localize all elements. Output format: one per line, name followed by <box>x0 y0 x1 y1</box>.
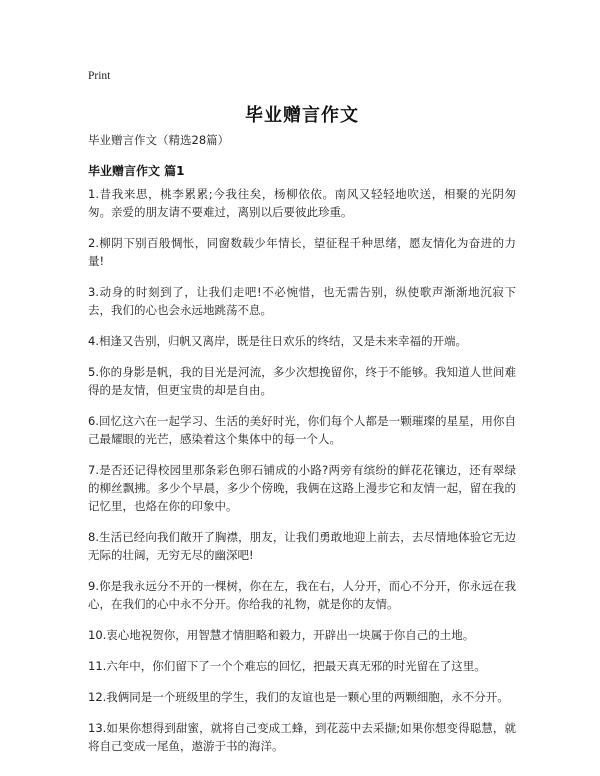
document-subtitle: 毕业赠言作文（精选28篇） <box>88 133 230 147</box>
paragraph-13: 13.如果你想得到甜蜜，就将自己变成工蜂，到花蕊中去采撷;如果你想变得聪慧，就将自己变成一尾鱼，遨游于书的海洋。 <box>88 721 516 753</box>
paragraph-list <box>88 185 516 768</box>
paragraph-12: 12.我俩同是一个班级里的学生，我们的友谊也是一颗心里的两颗细胞，永不分开。 <box>88 690 509 704</box>
paragraph-5: 5.你的身影是帆，我的目光是河流，多少次想挽留你，终于不能够。我知道人世间难得的是友情，但更宝贵的却是自由。 <box>88 365 516 397</box>
section-heading: 毕业赠言作文 篇1 <box>88 164 185 178</box>
paragraph-1: 1.昔我来思，桃李累累;今我往矣，杨柳依依。南风又轻轻地吹送，相聚的光阴匆匆。亲爱的朋友请不要难过，离别以后要彼此珍重。 <box>88 187 516 219</box>
page-title: 毕业赠言作文 <box>245 105 359 126</box>
paragraph-2: 2.柳阴下别百般惆怅，同窗数载少年情长，望征程千种思绪，愿友情化为奋进的力量! <box>88 236 516 268</box>
paragraph-10: 10.衷心地祝贺你，用智慧才情胆略和毅力，开辟出一块属于你自己的土地。 <box>88 628 475 642</box>
paragraph-8: 8.生活已经向我们敞开了胸襟，朋友，让我们勇敢地迎上前去，去尽情地体验它无边无际的壮阔，无穷无尽的幽深吧! <box>88 530 516 562</box>
paragraph-7: 7.是否还记得校园里那条彩色卵石铺成的小路?两旁有缤纷的鲜花花镶边，还有翠绿的柳丝飘拂。多少个早晨，多少个傍晚，我俩在这路上漫步它和友情一起，留在我的记忆里，也烙在你的印象中。 <box>88 463 516 513</box>
paragraph-6: 6.回忆这六在一起学习、生活的美好时光，你们每个人都是一颗璀璨的星星，用你自己最耀眼的光芒，感染着这个集体中的每一个人。 <box>88 414 516 446</box>
paragraph-4: 4.相逢又告别，归帆又离岸，既是往日欢乐的终结，又是未来幸福的开端。 <box>88 334 467 348</box>
print-link[interactable]: Print <box>88 70 111 82</box>
paragraph-9: 9.你是我永远分不开的一棵树，你在左，我在右，人分开，而心不分开，你永远在我心，在我们的心中永不分开。你给我的礼物，就是你的友情。 <box>88 579 516 611</box>
paragraph-3: 3.动身的时刻到了，让我们走吧!不必惋惜，也无需告别，纵使歌声渐渐地沉寂下去，我们的心也会永远地跳荡不息。 <box>88 285 516 317</box>
paragraph-11: 11.六年中，你们留下了一个个难忘的回忆，把最天真无邪的时光留在了这里。 <box>88 659 486 673</box>
